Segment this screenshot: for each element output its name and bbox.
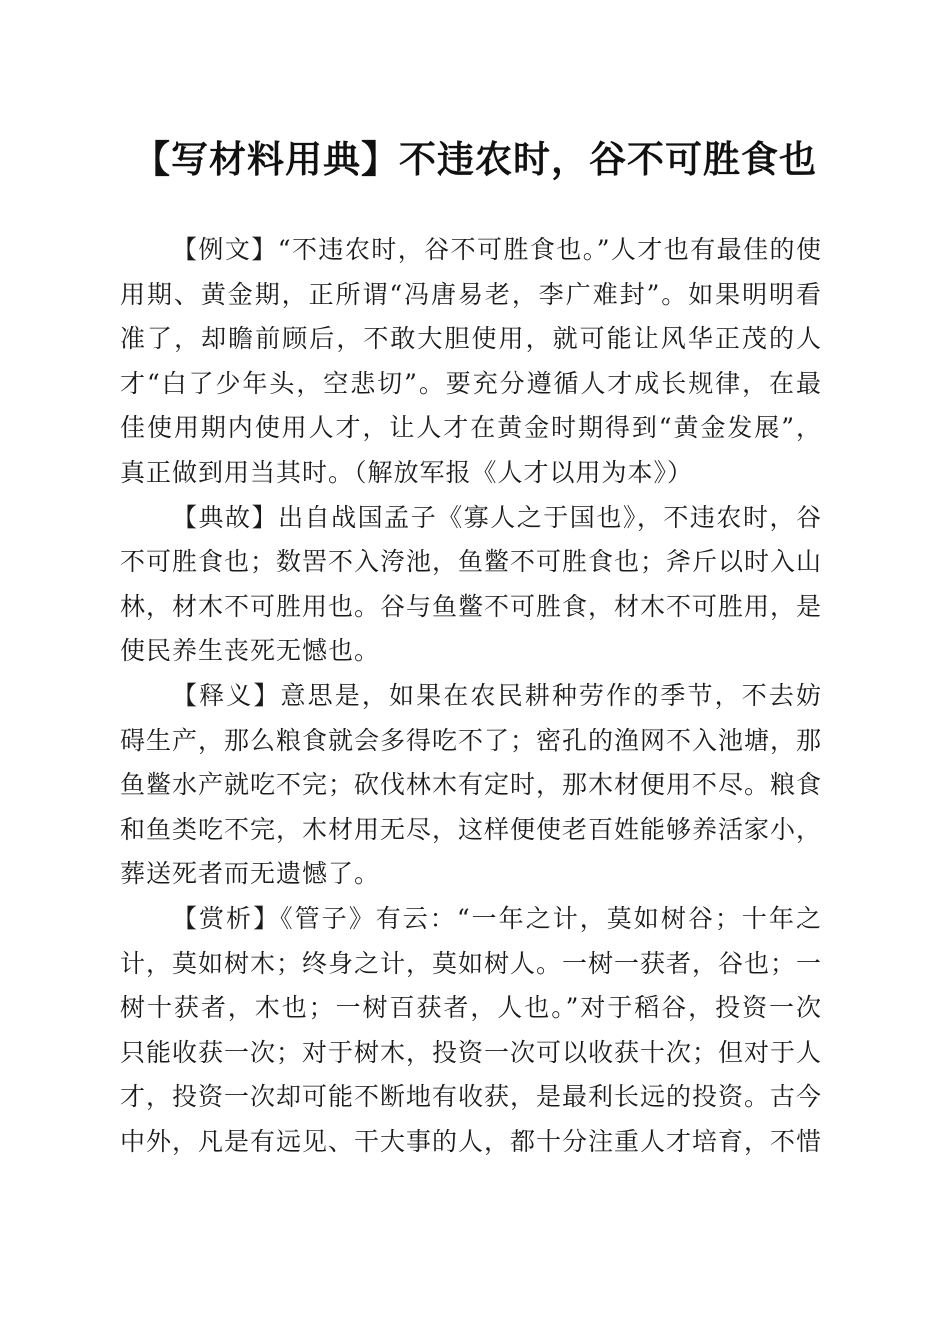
paragraph-example: [120, 228, 822, 496]
paragraph-label: 【典故】: [172, 502, 279, 532]
document-body: [120, 228, 822, 1164]
paragraph-text: 意思是，如果在农民耕种劳作的季节，不去妨碍生产，那么粮食就会多得吃不了；密孔的渔网不入池塘，那鱼鳖水产就吃不完；砍伐林木有定时，那木材便用不尽。粮食和鱼类吃不完，木材用无尽，这样便使老百姓能够养活家小，葬送死者而无遗憾了。: [120, 680, 823, 889]
paragraph-text: “不违农时，谷不可胜食也。”人才也有最佳的使用期、黄金期，正所谓“冯唐易老，李广难封”。如果明明看准了，却瞻前顾后，不敢大胆使用，就可能让风华正茂的人才“白了少年头，空悲切”。要充分遵循人才成长规律，在最佳使用期内使用人才，让人才在黄金时期得到“黄金发展”，真正做到用当其时。（解放军报《人才以用为本》）: [120, 235, 822, 487]
paragraph-label: 【赏析】: [172, 903, 281, 933]
paragraph-allusion: [120, 496, 822, 674]
document-title: 【写材料用典】不违农时，谷不可胜食也: [133, 137, 817, 181]
paragraph-meaning: [120, 674, 822, 897]
paragraph-label: 【释义】: [172, 680, 281, 710]
paragraph-label: 【例文】: [172, 235, 278, 264]
paragraph-appreciation: [120, 897, 822, 1165]
paragraph-text: 《管子》有云：“一年之计，莫如树谷；十年之计，莫如树木；终身之计，莫如树人。一树一获者，谷也；一树十获者，木也；一树百获者，人也。”对于稻谷，投资一次只能收获一次；对于树木，投资一次可以收获十次；但对于人才，投资一次却可能不断地有收获，是最利长远的投资。古今中外，凡是有远见、干大事的人，都十分注重人才培育，不惜: [120, 903, 823, 1156]
paragraph-text: 出自战国孟子《寡人之于国也》，不违农时，谷不可胜食也；数罟不入洿池，鱼鳖不可胜食也；斧斤以时入山林，材木不可胜用也。谷与鱼鳖不可胜食，材木不可胜用，是使民养生丧死无憾也。: [120, 502, 823, 666]
